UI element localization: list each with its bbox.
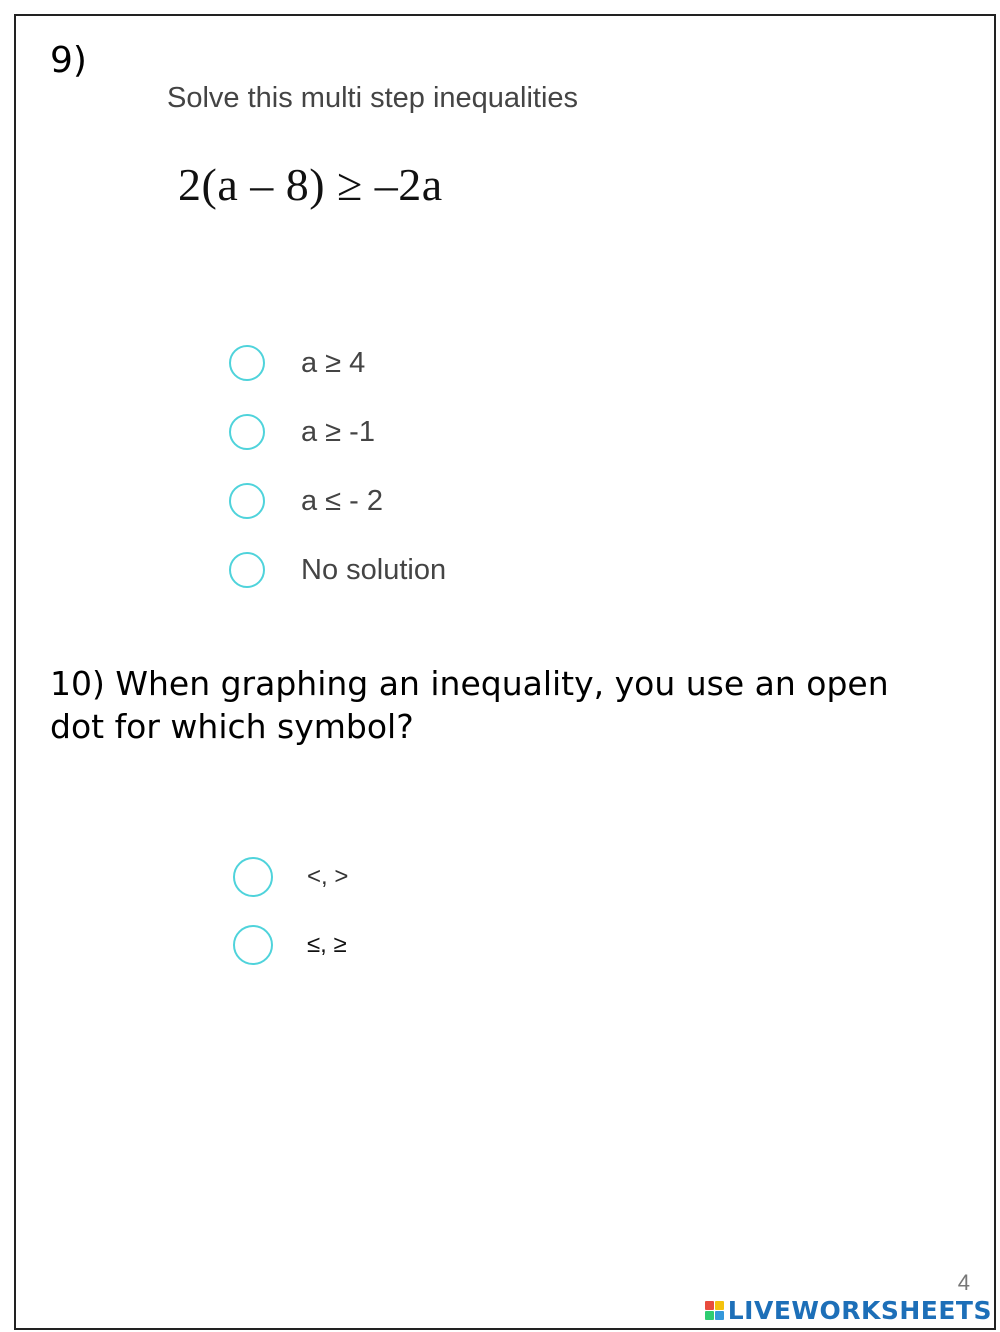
q9-option-3[interactable] — [229, 483, 383, 519]
radio-button[interactable] — [233, 925, 273, 965]
radio-button[interactable] — [229, 414, 265, 450]
question-10-text: 10) When graphing an inequality, you use an open dot for which symbol? — [50, 664, 889, 746]
radio-button[interactable] — [229, 483, 265, 519]
option-label: a ≥ 4 — [301, 346, 366, 379]
question-9-number: 9) — [50, 40, 87, 81]
option-label: ≤, ≥ — [307, 931, 347, 958]
liveworksheets-logo-icon — [705, 1301, 724, 1320]
option-label: a ≥ -1 — [301, 415, 375, 448]
option-label: a ≤ - 2 — [301, 484, 384, 517]
liveworksheets-brand[interactable] — [705, 1296, 992, 1325]
radio-button[interactable] — [233, 857, 273, 897]
q9-option-1[interactable] — [229, 345, 365, 381]
radio-button[interactable] — [229, 552, 265, 588]
q9-option-4[interactable] — [229, 552, 446, 588]
q10-option-1[interactable] — [233, 857, 348, 897]
q10-option-2[interactable] — [233, 925, 347, 965]
option-label: No solution — [301, 553, 447, 586]
question-9-equation: 2(a – 8) ≥ –2a — [178, 159, 443, 210]
page-number: 4 — [957, 1270, 970, 1295]
q9-option-2[interactable] — [229, 414, 375, 450]
brand-name: LIVEWORKSHEETS — [727, 1296, 992, 1325]
question-9-prompt: Solve this multi step inequalities — [167, 82, 579, 114]
option-label: <, > — [307, 863, 349, 890]
radio-button[interactable] — [229, 345, 265, 381]
